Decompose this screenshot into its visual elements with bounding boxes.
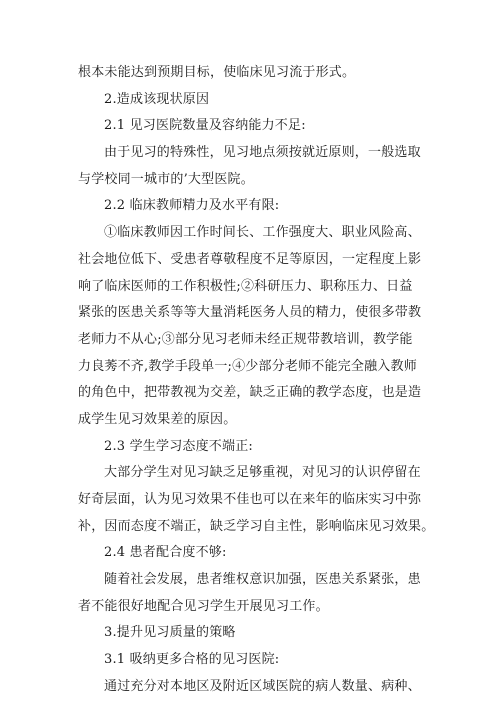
paragraph-line: 成学生见习效果差的原因。 — [78, 411, 237, 427]
paragraph-line: 响了临床医师的工作积极性;②科研压力、职称压力、日益 — [78, 278, 413, 294]
document-body — [78, 60, 434, 701]
paragraph-line: 由于见习的特殊性，见习地点须按就近原则，一般选取 — [104, 145, 421, 161]
paragraph-line: 者不能很好地配合见习学生开展见习工作。 — [78, 598, 329, 614]
paragraph-line: 力良莠不齐,教学手段单一;④少部分老师不能完全融入教师 — [78, 358, 417, 374]
paragraph-line: 2.3 学生学习态度不端正: — [104, 438, 253, 454]
paragraph-line: 与学校同一城市的’大型医院。 — [78, 171, 254, 187]
paragraph-line: 好奇层面，认为见习效果不佳也可以在来年的临床实习中弥 — [78, 492, 422, 507]
paragraph-line: 随着社会发展，患者维权意识加强，医患关系紧张，患 — [104, 572, 421, 588]
paragraph-line: 通过充分对本地区及附近区域医院的病人数量、病种、 — [104, 678, 421, 694]
paragraph-line: 3.提升见习质量的策略 — [104, 625, 236, 641]
paragraph-line: 2.4 患者配合度不够: — [104, 545, 227, 561]
paragraph-line: 补，因而态度不端正，缺乏学习自主性，影响临床见习效果。 — [78, 518, 434, 534]
paragraph-line: 根本未能达到预期目标，使临床见习流于形式。 — [78, 65, 356, 80]
paragraph-line: 老师力不从心;③部分见习老师未经正规带教培训，教学能 — [78, 331, 413, 347]
paragraph-line: 紧张的医患关系等等大量消耗医务人员的精力，使很多带教 — [78, 305, 422, 321]
paragraph-line: 的角色中，把带教视为交差，缺乏正确的教学态度，也是造 — [78, 385, 422, 401]
paragraph-line: 2.造成该现状原因 — [104, 91, 210, 107]
paragraph-line: ①临床教师因工作时间长、工作强度大、职业风险高、 — [104, 225, 421, 241]
paragraph-line: 2.2 临床教师精力及水平有限: — [104, 198, 280, 214]
paragraph-line: 3.1 吸纳更多合格的见习医院: — [104, 652, 280, 668]
paragraph-line: 2.1 见习医院数量及容纳能力不足: — [104, 118, 306, 134]
paragraph-line: 社会地位低下、受患者尊敬程度不足等原因，一定程度上影 — [78, 251, 422, 267]
paragraph-line: 大部分学生对见习缺乏足够重视，对见习的认识停留在 — [104, 465, 421, 481]
